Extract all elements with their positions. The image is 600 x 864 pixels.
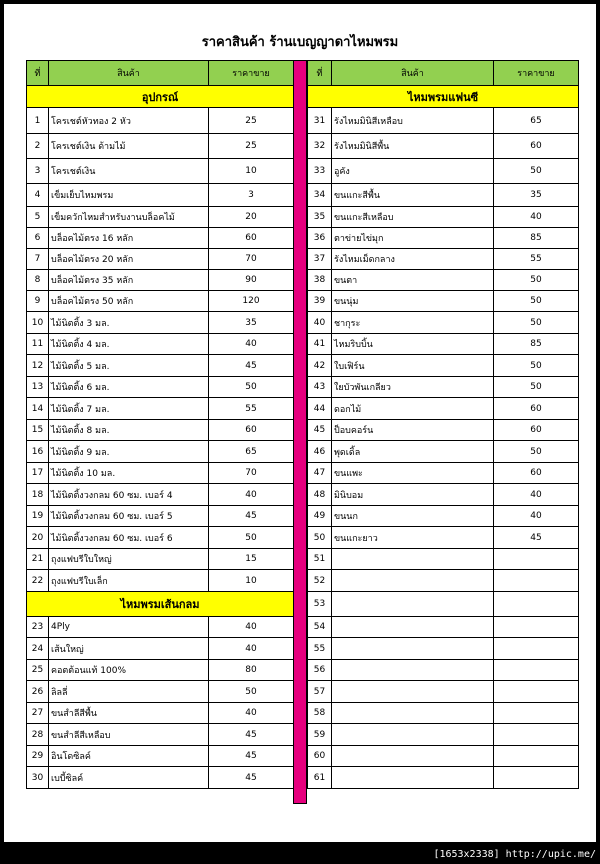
product-name: อินโดซิลค์ (49, 746, 209, 767)
product-price: 50 (209, 527, 294, 549)
row-number: 18 (27, 484, 49, 506)
row-number: 36 (308, 228, 332, 249)
row-number: 52 (308, 570, 332, 592)
table-row (27, 377, 294, 398)
table-row (27, 312, 294, 334)
product-name: บล็อคไม้ตรง 16 หลัก (49, 228, 209, 249)
product-name: เข็มเย็บไหมพรม (49, 184, 209, 207)
product-name: ป็อบคอร์น (332, 420, 494, 441)
row-number: 17 (27, 463, 49, 484)
table-row (27, 134, 294, 159)
product-name: ไม้นิตติ้ง 6 มล. (49, 377, 209, 398)
product-price (494, 638, 579, 660)
product-price: 40 (494, 207, 579, 228)
table-row (27, 484, 294, 506)
table-row (27, 767, 294, 789)
table-row (27, 617, 294, 638)
table-row (308, 463, 579, 484)
table-row (27, 108, 294, 134)
row-number: 53 (308, 592, 332, 617)
header-price: ราคาขาย (209, 61, 294, 86)
table-row (308, 527, 579, 549)
product-price: 40 (494, 484, 579, 506)
row-number: 15 (27, 420, 49, 441)
table-row (27, 441, 294, 463)
table-row (27, 549, 294, 570)
table-row (308, 549, 579, 570)
table-row (308, 184, 579, 207)
row-number: 4 (27, 184, 49, 207)
product-price: 40 (209, 484, 294, 506)
product-price (494, 746, 579, 767)
product-price: 10 (209, 570, 294, 592)
row-number: 7 (27, 249, 49, 270)
product-name (332, 617, 494, 638)
row-number: 38 (308, 270, 332, 291)
row-number: 32 (308, 134, 332, 159)
row-number: 28 (27, 724, 49, 746)
product-price: 55 (209, 398, 294, 420)
product-name: คอตต้อนแท้ 100% (49, 660, 209, 681)
row-number: 61 (308, 767, 332, 789)
right-price-table (307, 60, 579, 789)
section-heading: ไหมพรมแฟนซี (308, 86, 579, 108)
product-name: ตาข่ายไข่มุก (332, 228, 494, 249)
table-row (27, 570, 294, 592)
row-number: 47 (308, 463, 332, 484)
product-price: 80 (209, 660, 294, 681)
product-name (332, 549, 494, 570)
row-number: 40 (308, 312, 332, 334)
product-price: 40 (494, 506, 579, 527)
product-price: 50 (494, 291, 579, 312)
product-name: ไหมริบบิ้น (332, 334, 494, 355)
product-name: บล็อคไม้ตรง 35 หลัก (49, 270, 209, 291)
product-name: โครเชต์หัวทอง 2 หัว (49, 108, 209, 134)
table-row (308, 334, 579, 355)
product-price: 15 (209, 549, 294, 570)
table-row (27, 681, 294, 703)
table-row (27, 159, 294, 184)
product-price: 45 (209, 724, 294, 746)
table-row (308, 355, 579, 377)
product-name (332, 703, 494, 724)
product-name: ขนแกะสีพื้น (332, 184, 494, 207)
product-price: 45 (209, 767, 294, 789)
row-number: 13 (27, 377, 49, 398)
product-name: ขนแกะยาว (332, 527, 494, 549)
row-number: 37 (308, 249, 332, 270)
product-price: 10 (209, 159, 294, 184)
table-row (27, 724, 294, 746)
header-row (308, 61, 579, 86)
row-number: 8 (27, 270, 49, 291)
product-price: 60 (209, 228, 294, 249)
row-number: 34 (308, 184, 332, 207)
product-name: ชากุระ (332, 312, 494, 334)
product-price: 50 (494, 270, 579, 291)
product-name (332, 660, 494, 681)
product-name: ดอกไม้ (332, 398, 494, 420)
product-name: ไม้นิตติ้ง 4 มล. (49, 334, 209, 355)
table-row (27, 334, 294, 355)
table-row (308, 506, 579, 527)
row-number: 27 (27, 703, 49, 724)
product-name: ถุงแฟบรีใบใหญ่ (49, 549, 209, 570)
product-name: รังไหมมินิสีเหลือบ (332, 108, 494, 134)
row-number: 44 (308, 398, 332, 420)
product-price (494, 570, 579, 592)
row-number: 51 (308, 549, 332, 570)
product-name: ไม้นิตติ้ง 7 มล. (49, 398, 209, 420)
product-price: 55 (494, 249, 579, 270)
row-number: 25 (27, 660, 49, 681)
row-number: 23 (27, 617, 49, 638)
table-row (27, 660, 294, 681)
header-price: ราคาขาย (494, 61, 579, 86)
product-name: ขนนก (332, 506, 494, 527)
table-row (27, 527, 294, 549)
table-row (308, 767, 579, 789)
row-number: 33 (308, 159, 332, 184)
row-number: 46 (308, 441, 332, 463)
row-number: 35 (308, 207, 332, 228)
row-number: 48 (308, 484, 332, 506)
row-number: 14 (27, 398, 49, 420)
row-number: 57 (308, 681, 332, 703)
row-number: 12 (27, 355, 49, 377)
product-name: เบบี้ซิลค์ (49, 767, 209, 789)
product-name: ใยบัวพันเกลียว (332, 377, 494, 398)
table-row (308, 398, 579, 420)
product-price: 45 (209, 746, 294, 767)
product-price: 20 (209, 207, 294, 228)
product-price: 40 (209, 617, 294, 638)
table-row (27, 249, 294, 270)
product-price (494, 617, 579, 638)
product-name: ลิลลี่ (49, 681, 209, 703)
row-number: 54 (308, 617, 332, 638)
product-name: ขนสำลีสีพื้น (49, 703, 209, 724)
product-price: 50 (209, 681, 294, 703)
product-name: ไม้นิตติ้ง 8 มล. (49, 420, 209, 441)
table-row (308, 312, 579, 334)
section-row (27, 592, 294, 617)
product-price: 60 (494, 463, 579, 484)
row-number: 43 (308, 377, 332, 398)
table-row (308, 159, 579, 184)
left-price-table (26, 60, 294, 789)
product-name: โครเชต์เงิน ด้ามไม้ (49, 134, 209, 159)
product-name: รังไหมมินิสีพื้น (332, 134, 494, 159)
row-number: 1 (27, 108, 49, 134)
product-price: 25 (209, 108, 294, 134)
row-number: 11 (27, 334, 49, 355)
row-number: 58 (308, 703, 332, 724)
product-price: 90 (209, 270, 294, 291)
product-price: 85 (494, 228, 579, 249)
product-price: 85 (494, 334, 579, 355)
product-price: 50 (494, 377, 579, 398)
product-name (332, 767, 494, 789)
product-price: 65 (494, 108, 579, 134)
product-price (494, 724, 579, 746)
header-product: สินค้า (332, 61, 494, 86)
product-price: 40 (209, 703, 294, 724)
product-name (332, 681, 494, 703)
product-name: ไม้นิตติ้งวงกลม 60 ซม. เบอร์ 6 (49, 527, 209, 549)
section-row (308, 86, 579, 108)
pink-column-divider (293, 60, 307, 804)
product-price: 50 (209, 377, 294, 398)
table-row (308, 377, 579, 398)
product-name: รังไหมเม็ดกลาง (332, 249, 494, 270)
row-number: 22 (27, 570, 49, 592)
row-number: 30 (27, 767, 49, 789)
product-name: ไม้นิตติ้งวงกลม 60 ซม. เบอร์ 5 (49, 506, 209, 527)
table-row (27, 398, 294, 420)
row-number: 20 (27, 527, 49, 549)
table-row (308, 660, 579, 681)
product-name: มินิบอม (332, 484, 494, 506)
header-row (27, 61, 294, 86)
product-price: 60 (494, 134, 579, 159)
table-row (27, 184, 294, 207)
table-row (308, 249, 579, 270)
product-name: บล็อคไม้ตรง 50 หลัก (49, 291, 209, 312)
product-price: 70 (209, 249, 294, 270)
product-price: 60 (209, 420, 294, 441)
product-price: 40 (209, 334, 294, 355)
table-row (27, 355, 294, 377)
row-number: 45 (308, 420, 332, 441)
row-number: 41 (308, 334, 332, 355)
table-row (308, 228, 579, 249)
product-name: ขนตา (332, 270, 494, 291)
product-price (494, 681, 579, 703)
product-name: เส้นใหญ่ (49, 638, 209, 660)
product-price: 25 (209, 134, 294, 159)
product-price: 40 (209, 638, 294, 660)
table-row (27, 420, 294, 441)
product-name: ไม้นิตติ้ง 10 มล. (49, 463, 209, 484)
product-name: ไม้นิตติ้ง 3 มล. (49, 312, 209, 334)
row-number: 59 (308, 724, 332, 746)
product-price (494, 703, 579, 724)
product-price: 45 (494, 527, 579, 549)
page-title: ราคาสินค้า ร้านเบญญาดาไหมพรม (201, 35, 399, 50)
table-row (27, 291, 294, 312)
row-number: 29 (27, 746, 49, 767)
row-number: 56 (308, 660, 332, 681)
price-list-page (4, 4, 596, 842)
product-price: 50 (494, 441, 579, 463)
table-row (308, 703, 579, 724)
row-number: 3 (27, 159, 49, 184)
product-name (332, 570, 494, 592)
header-no: ที่ (308, 61, 332, 86)
table-row (27, 506, 294, 527)
product-name: โครเชต์เงิน (49, 159, 209, 184)
product-name: ไม้นิตติ้ง 5 มล. (49, 355, 209, 377)
table-row (27, 746, 294, 767)
row-number: 2 (27, 134, 49, 159)
row-number: 31 (308, 108, 332, 134)
product-price: 65 (209, 441, 294, 463)
product-name (332, 724, 494, 746)
header-no: ที่ (27, 61, 49, 86)
table-row (308, 134, 579, 159)
table-row (27, 463, 294, 484)
table-row (308, 681, 579, 703)
product-name: เข็มควักไหมสำหรับงานบล็อคไม้ (49, 207, 209, 228)
row-number: 10 (27, 312, 49, 334)
product-price: 60 (494, 420, 579, 441)
product-name (332, 746, 494, 767)
product-price (494, 767, 579, 789)
row-number: 26 (27, 681, 49, 703)
product-price: 70 (209, 463, 294, 484)
table-row (308, 592, 579, 617)
product-price (494, 549, 579, 570)
product-name: พุดเดิ้ล (332, 441, 494, 463)
product-price: 3 (209, 184, 294, 207)
product-name: ไม้นิตติ้ง 9 มล. (49, 441, 209, 463)
row-number: 60 (308, 746, 332, 767)
product-price (494, 660, 579, 681)
product-name: ขนนุ่ม (332, 291, 494, 312)
row-number: 16 (27, 441, 49, 463)
product-name: อูคัง (332, 159, 494, 184)
product-price: 50 (494, 355, 579, 377)
row-number: 9 (27, 291, 49, 312)
product-name: ขนแกะสีเหลือบ (332, 207, 494, 228)
row-number: 50 (308, 527, 332, 549)
product-name: 4Ply (49, 617, 209, 638)
product-name (332, 592, 494, 617)
product-name: ไม้นิตติ้งวงกลม 60 ซม. เบอร์ 4 (49, 484, 209, 506)
product-price: 50 (494, 312, 579, 334)
table-row (308, 441, 579, 463)
table-row (308, 420, 579, 441)
table-row (308, 746, 579, 767)
row-number: 49 (308, 506, 332, 527)
product-price: 50 (494, 159, 579, 184)
row-number: 42 (308, 355, 332, 377)
table-row (27, 638, 294, 660)
product-price: 45 (209, 506, 294, 527)
product-name: ถุงแฟบรีใบเล็ก (49, 570, 209, 592)
product-price (494, 592, 579, 617)
row-number: 5 (27, 207, 49, 228)
header-product: สินค้า (49, 61, 209, 86)
table-row (308, 291, 579, 312)
product-price: 35 (494, 184, 579, 207)
row-number: 21 (27, 549, 49, 570)
row-number: 6 (27, 228, 49, 249)
product-name: ขนสำลีสีเหลือบ (49, 724, 209, 746)
table-row (308, 570, 579, 592)
product-price: 45 (209, 355, 294, 377)
row-number: 55 (308, 638, 332, 660)
table-row (27, 207, 294, 228)
table-row (27, 270, 294, 291)
table-row (308, 108, 579, 134)
table-row (308, 724, 579, 746)
product-name: ขนแพะ (332, 463, 494, 484)
row-number: 39 (308, 291, 332, 312)
table-row (308, 484, 579, 506)
product-name: บล็อคไม้ตรง 20 หลัก (49, 249, 209, 270)
table-row (308, 270, 579, 291)
product-price: 60 (494, 398, 579, 420)
section-row (27, 86, 294, 108)
table-row (308, 617, 579, 638)
product-price: 120 (209, 291, 294, 312)
table-row (308, 207, 579, 228)
product-name (332, 638, 494, 660)
row-number: 24 (27, 638, 49, 660)
table-row (27, 703, 294, 724)
table-row (27, 228, 294, 249)
section-heading: ไหมพรมเส้นกลม (27, 592, 294, 617)
section-heading: อุปกรณ์ (27, 86, 294, 108)
image-host-footer: [1653x2338] http://upic.me/ (433, 849, 596, 860)
table-row (308, 638, 579, 660)
product-name: ใบเฟิร์น (332, 355, 494, 377)
product-price: 35 (209, 312, 294, 334)
row-number: 19 (27, 506, 49, 527)
